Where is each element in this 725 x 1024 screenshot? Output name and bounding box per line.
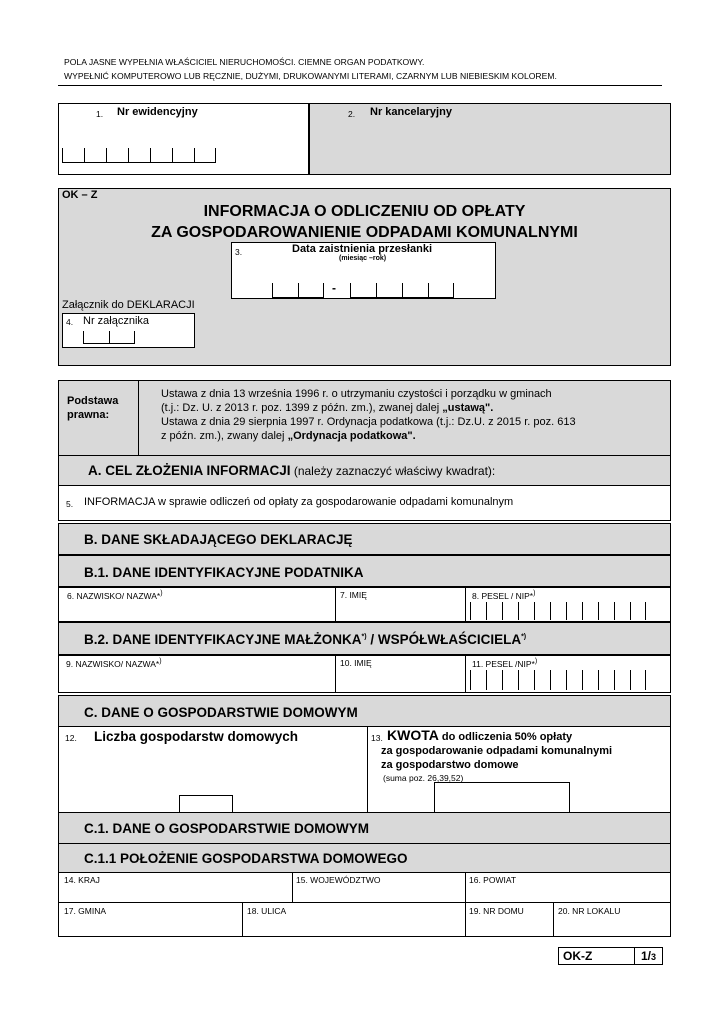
legal-text [161,387,576,443]
field-number: 1. [96,109,104,119]
section-a-title: A. CEL ZŁOŻENIA INFORMACJI (należy zaznaczyć właściwy kwadrat): [88,463,496,478]
household-count-box [179,795,233,812]
deduction-amount-field[interactable] [368,727,670,812]
section-c11-title: C.1.1 POŁOŻENIE GOSPODARSTWA DOMOWEGO [84,851,408,866]
legal-line: z późn. zm.), zwany dalej „Ordynacja podatkowa". [161,430,416,442]
legal-divider [138,381,139,455]
legal-line: Ustawa z dnia 13 września 1996 r. o utrzymaniu czystości i porządku w gminach [161,388,552,400]
field-number: 5. [66,499,74,509]
apartment-number-field[interactable] [554,903,670,936]
nr-ewidencyjny-comb [62,148,216,163]
county-field[interactable] [466,873,670,903]
household-count-field[interactable] [59,727,368,812]
deduction-amount-box [434,782,570,812]
date-hint: (miesiąc –rok) [339,255,387,262]
address-fields [58,872,671,937]
section-b1-fields [58,587,671,622]
field-label: Nr kancelaryjny [370,106,452,118]
month-comb [272,283,324,298]
form-title-2: ZA GOSPODAROWANIENIE ODPADAMI KOMUNALNYMI [151,224,578,241]
field-label: 16. POWIAT [469,875,517,885]
attachment-number-field[interactable] [62,313,195,348]
legal-basis [58,380,671,456]
pesel-field-8[interactable] [466,588,670,621]
field-label: 17. GMINA [64,906,107,916]
legal-label-2: prawna: [67,409,110,421]
field-number: 13. [371,733,383,743]
field-label: 6. NAZWISKO/ NAZWA*) [67,590,163,601]
field-label: 15. WOJEWÓDZTWO [296,875,381,885]
footer-form-code: OK-Z [563,949,593,963]
field-label: 14. KRAJ [64,875,100,885]
pesel-field-11[interactable] [466,656,670,692]
form-code: OK – Z [62,189,98,201]
year-comb [350,283,454,298]
field-label: 11. PESEL /NIP*) [472,658,538,669]
field-label: Nr załącznika [83,315,150,327]
page-number: 1/3 [641,949,657,963]
legal-label-1: Podstawa [67,395,119,407]
field-number: 4. [66,317,74,327]
pesel-comb [470,670,646,690]
field-label: 10. IMIĘ [340,658,372,668]
field-number: 2. [348,109,356,119]
section-b1-title: B.1. DANE IDENTYFIKACYJNE PODATNIKA [84,565,364,580]
field-nr-kancelaryjny[interactable] [309,103,671,175]
section-b1-header [58,555,671,587]
page-footer [558,947,663,965]
section-b-header [58,523,671,555]
legal-line: (t.j.: Dz. U. z 2013 r. poz. 1399 z późn. zm.), zwanej dalej „ustawą". [161,402,494,414]
field-number: 12. [65,733,77,743]
field-label: 9. NAZWISKO/ NAZWA*) [66,658,162,669]
voivodeship-field[interactable] [293,873,466,903]
deduction-amount-note: (suma poz. 26,39,52) [383,773,464,783]
legal-line: Ustawa z dnia 29 sierpnia 1997 r. Ordynacja podatkowa (t.j.: Dz.U. z 2015 r. poz. 613 [161,416,576,428]
field-label: 19. NR DOMU [469,906,524,916]
section-b2-fields [58,655,671,693]
form-title-box [58,188,671,366]
date-label: Data zaistnienia przesłanki [292,243,432,255]
section-c1-header [58,812,671,844]
section-c1-title: C.1. DANE O GOSPODARSTWIE DOMOWYM [84,821,370,836]
municipality-field[interactable] [59,903,243,936]
field-nr-ewidencyjny[interactable] [58,103,309,175]
date-separator: - [332,281,336,295]
deduction-amount-label: KWOTA do odliczenia 50% opłaty za gospodarowanie odpadami komunalnymi za gospodarstwo domowe [381,727,613,771]
first-name-field-7[interactable] [336,588,466,621]
instruction-line-1: POLA JASNE WYPEŁNIA WŁAŚCICIEL NIERUCHOMOŚCI. CIEMNE ORGAN PODATKOWY. [64,57,425,67]
section-c11-header [58,843,671,873]
instruction-line-2: WYPEŁNIĆ KOMPUTEROWO LUB RĘCZNIE, DUŻYMI, DRUKOWANYMI LITERAMI, CZARNYM LUB NIEBIESKIM KOLOREM. [64,71,557,81]
first-name-field-10[interactable] [336,656,466,692]
attachment-comb [83,331,135,344]
section-c-header [58,695,671,727]
field-label: 7. IMIĘ [340,590,367,600]
surname-field-9[interactable] [59,656,336,692]
section-a-header [58,455,671,486]
field-label: 18. ULICA [247,906,287,916]
section-a-option-text: INFORMACJA w sprawie odliczeń od opłaty za gospodarowanie odpadami komunalnym [84,496,514,508]
field-number: 3. [235,247,243,257]
footer-divider [634,948,635,964]
date-field[interactable] [231,242,496,299]
section-b2-header [58,622,671,655]
house-number-field[interactable] [466,903,554,936]
field-label: Nr ewidencyjny [117,106,198,118]
pesel-comb [470,602,646,620]
header-divider [58,85,662,86]
section-a-option[interactable] [58,485,671,521]
section-c-title: C. DANE O GOSPODARSTWIE DOMOWYM [84,705,358,720]
section-b-title: B. DANE SKŁADAJĄCEGO DEKLARACJĘ [84,532,353,547]
section-b2-title: B.2. DANE IDENTYFIKACYJNE MAŁŻONKA*) / WSPÓŁWŁAŚCICIELA*) [84,632,527,647]
attachment-label: Załącznik do DEKLARACJI [62,299,195,311]
household-count-label: Liczba gospodarstw domowych [94,729,299,744]
street-field[interactable] [243,903,466,936]
field-label: 8. PESEL / NIP*) [472,590,536,601]
section-c-fields [58,726,671,813]
country-field[interactable] [59,873,293,903]
surname-field-6[interactable] [59,588,336,621]
field-label: 20. NR LOKALU [558,906,621,916]
form-title-1: INFORMACJA O ODLICZENIU OD OPŁATY [203,203,526,220]
